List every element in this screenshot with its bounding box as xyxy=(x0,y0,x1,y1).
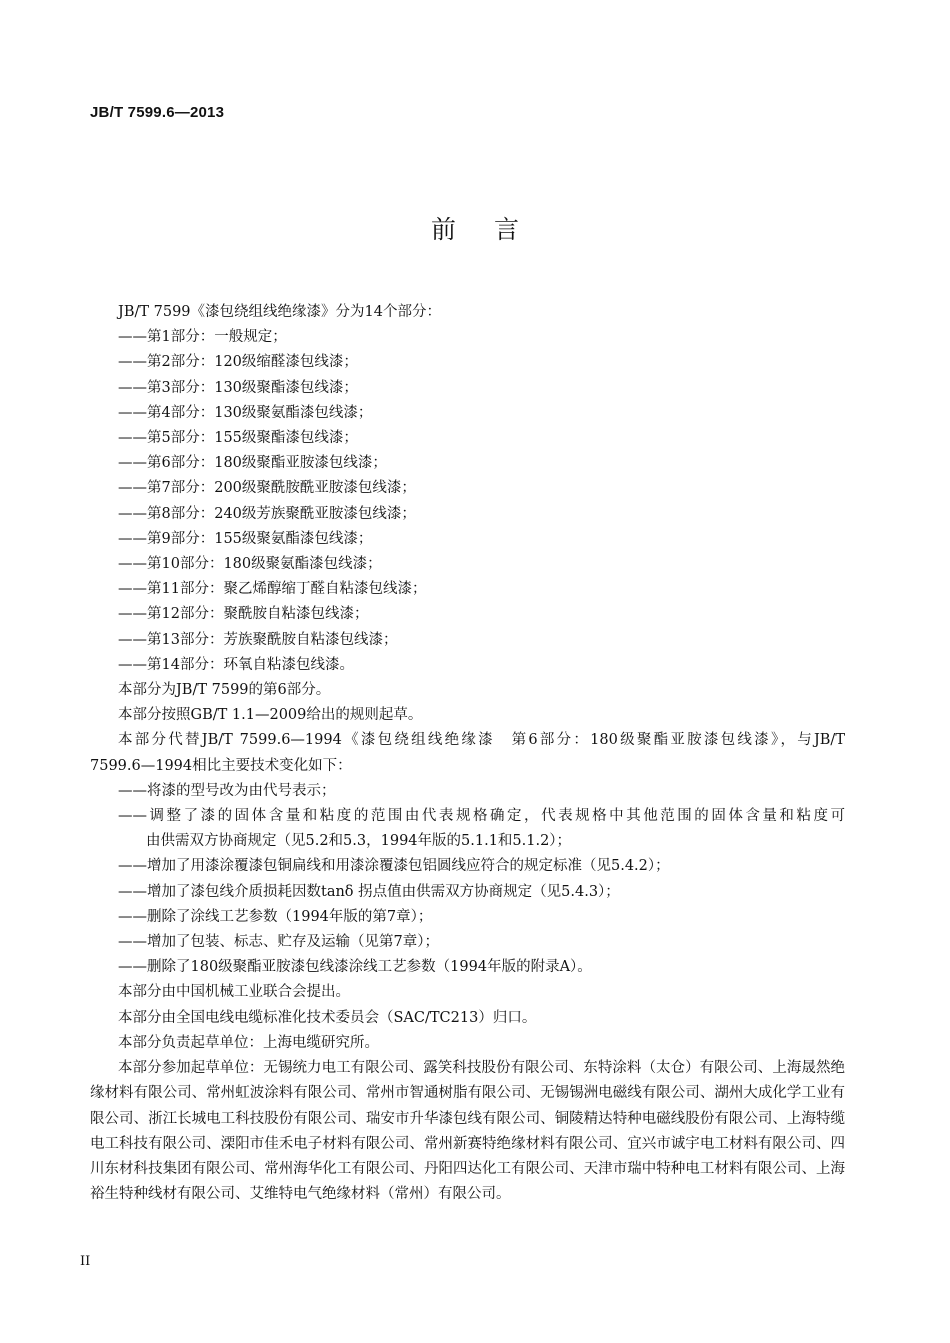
change-item: ——调整了漆的固体含量和粘度的范围由代表规格确定，代表规格中其他范围的固体含量和粘度可 xyxy=(118,808,845,825)
list-item: ——第11部分：聚乙烯醇缩丁醛自粘漆包线漆； xyxy=(118,581,427,598)
list-item: ——第5部分：155级聚酯漆包线漆； xyxy=(118,430,358,447)
change-item: ——增加了包装、标志、贮存及运输（见第7章）； xyxy=(118,934,439,951)
participants-paragraph: 本部分参加起草单位：无锡统力电工有限公司、露笑科技股份有限公司、东特涂料（太仓）有限公司、上海晟然绝缘材料有限公司、常州虹波涂料有限公司、常州市智通树脂有限公司、无锡锡洲电磁线有限公司、湖州大成化学工业有限公司、浙江长城电工科技股份有限公司、瑞安市升华漆包线有限公司、铜陵精达特种电磁线股份有限公司、上海特缆电工科技有限公司、溧阳市佳禾电子材料有限公司、常州新赛特绝缘材料有限公司、宜兴市诚宇电工材料有限公司、四川东材科技集团有限公司、常州海华化工有限公司、丹阳四达化工有限公司、天津市瑞中特种电工材料有限公司、上海裕生特种线材有限公司、艾维特电气绝缘材料（常州）有限公司。 xyxy=(90,1060,845,1203)
list-item: ——第9部分：155级聚氨酯漆包线漆； xyxy=(118,530,373,547)
page-number: II xyxy=(80,1254,91,1269)
list-item: ——第14部分：环氧自粘漆包线漆。 xyxy=(118,656,354,673)
list-item: ——第6部分：180级聚酯亚胺漆包线漆； xyxy=(118,455,387,472)
list-item: ——第8部分：240级芳族聚酰亚胺漆包线漆； xyxy=(118,505,416,522)
list-item: ——第7部分：200级聚酰胺酰亚胺漆包线漆； xyxy=(118,480,416,497)
list-item: ——第10部分：180级聚氨酯漆包线漆； xyxy=(118,556,382,573)
responsible-drafter: 本部分负责起草单位：上海电缆研究所。 xyxy=(118,1034,379,1051)
replace-statement-line1: 本部分代替JB/T 7599.6—1994《漆包绕组线绝缘漆 第6部分：180级聚酯亚胺漆包线漆》，与JB/T xyxy=(118,732,845,749)
list-item: ——第13部分：芳族聚酰胺自粘漆包线漆； xyxy=(118,631,398,648)
page-title: 前言 xyxy=(430,215,557,244)
foreword-body xyxy=(90,300,845,1207)
change-item: ——删除了180级聚酯亚胺漆包线漆涂线工艺参数（1994年版的附录A）。 xyxy=(118,959,592,976)
list-item: ——第12部分：聚酰胺自粘漆包线漆； xyxy=(118,606,369,623)
change-item-continued: 由供需双方协商规定（见5.2和5.3，1994年版的5.1.1和5.1.2）； xyxy=(146,833,572,850)
statement-part: 本部分为JB/T 7599的第6部分。 xyxy=(118,682,331,699)
statement-rules: 本部分按照GB/T 1.1—2009给出的规则起草。 xyxy=(118,707,423,724)
list-item: ——第1部分：一般规定； xyxy=(118,329,287,346)
proposed-by: 本部分由中国机械工业联合会提出。 xyxy=(118,984,350,1001)
standard-number: JB/T 7599.6—2013 xyxy=(90,104,225,121)
list-item: ——第2部分：120级缩醛漆包线漆； xyxy=(118,354,358,371)
parts-intro: JB/T 7599《漆包绕组线绝缘漆》分为14个部分： xyxy=(118,304,441,320)
change-item: ——增加了用漆涂覆漆包铜扁线和用漆涂覆漆包铝圆线应符合的规定标准（见5.4.2）； xyxy=(118,858,670,875)
list-item: ——第4部分：130级聚氨酯漆包线漆； xyxy=(118,404,373,421)
centralized-by: 本部分由全国电线电缆标准化技术委员会（SAC/TC213）归口。 xyxy=(118,1009,537,1026)
list-item: ——第3部分：130级聚酯漆包线漆； xyxy=(118,379,358,396)
change-item: ——将漆的型号改为由代号表示； xyxy=(118,782,336,799)
change-item: ——删除了涂线工艺参数（1994年版的第7章）； xyxy=(118,908,433,925)
change-item: ——增加了漆包线介质损耗因数tanδ 拐点值由供需双方协商规定（见5.4.3）； xyxy=(118,883,620,900)
replace-statement-line2: 7599.6—1994相比主要技术变化如下： xyxy=(90,757,352,774)
